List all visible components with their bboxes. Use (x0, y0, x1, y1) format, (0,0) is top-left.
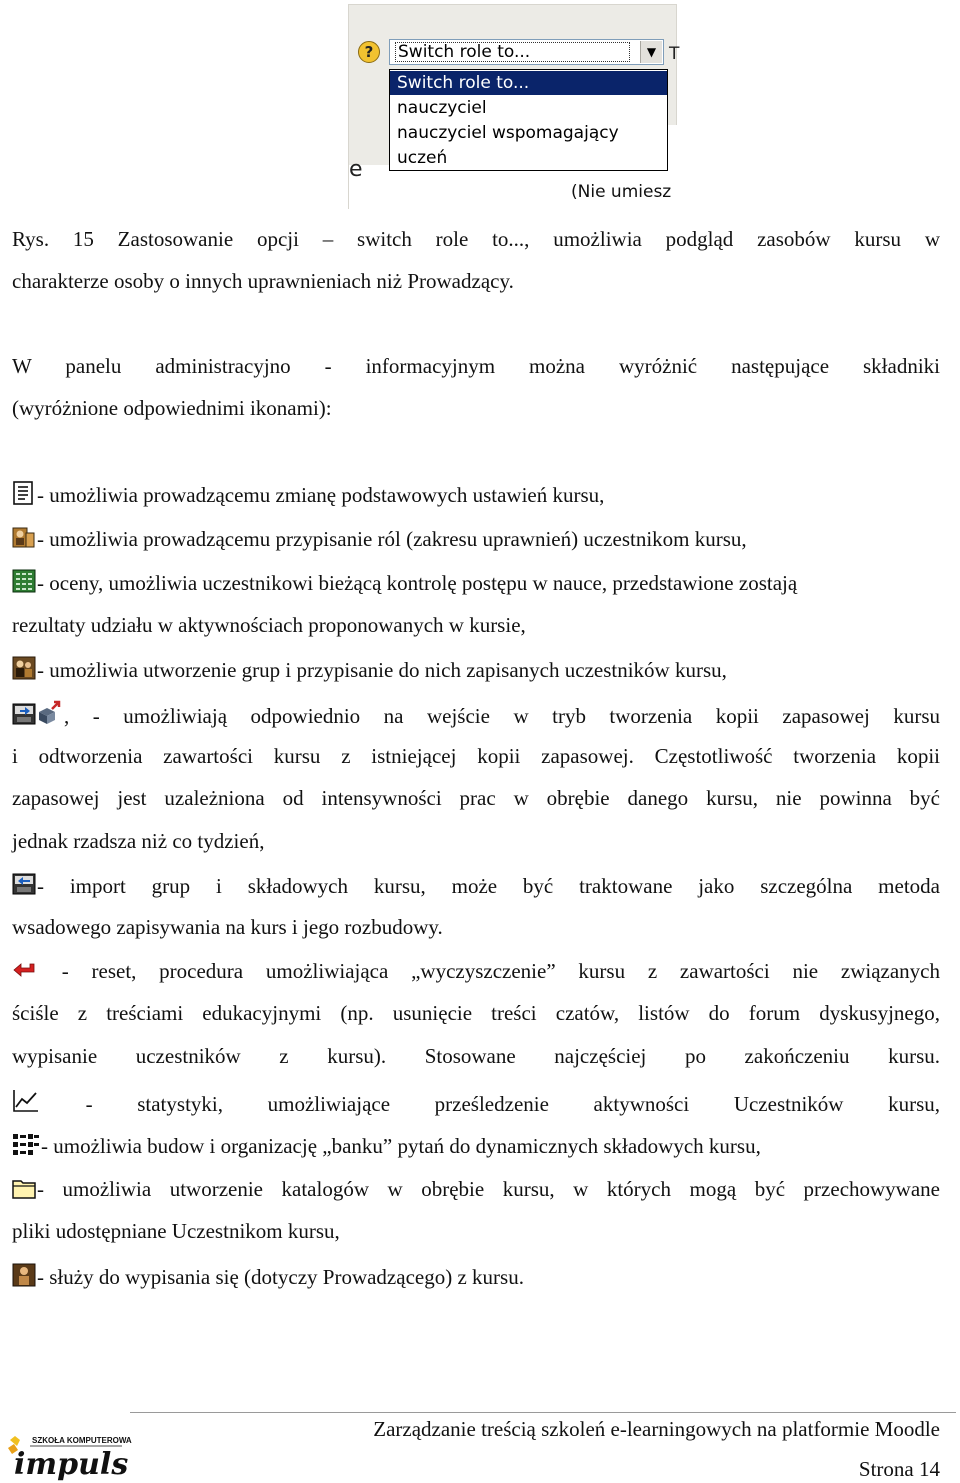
figure-caption-line-1: Rys. 15 Zastosowanie opcji – switch role to..., umożliwia podgląd zasobów kursu w (12, 227, 940, 251)
item-settings (12, 481, 940, 508)
item-grades-text: - oceny, umożliwia uczestnikowi bieżącą kontrolę postępu w nauce, przedstawione zostają (37, 571, 798, 595)
item-reset (12, 958, 940, 984)
logo-big-text: impuls (14, 1447, 129, 1482)
item-files-text: - umożliwia utworzenie katalogów w obrębie kursu, w których mogą być przechowywane (37, 1177, 940, 1201)
unenrol-person-icon (12, 1263, 36, 1287)
item-reset-cont-2: wypisanie uczestników z kursu). Stosowane najczęściej po zakończeniu kursu. (12, 1044, 940, 1068)
figure-caption-line-2: charakterze osoby o innych uprawnieniach niż Prowadzący. (12, 269, 514, 293)
role-dropdown-list (389, 69, 668, 171)
question-bank-icon (12, 1132, 40, 1156)
item-unenrol-text: - służy do wypisania się (dotyczy Prowadzącego) z kursu. (37, 1265, 524, 1289)
select-current-value: Switch role to... (398, 42, 531, 62)
impuls-logo (6, 1430, 132, 1482)
intro-line-1: W panelu administracyjno - informacyjnym można wyróżnić następujące składniki (12, 354, 940, 378)
item-import-cont: wsadowego zapisywania na kurs i jego rozbudowy. (12, 915, 443, 939)
item-roles-text: - umożliwia prowadzącemu przypisanie ról (zakresu uprawnień) uczestnikom kursu, (37, 527, 747, 551)
option-nauczyciel-wspomagajacy[interactable]: nauczyciel wspomagający (397, 123, 619, 143)
intro-line-2: (wyróżnione odpowiednimi ikonami): (12, 396, 332, 420)
grades-table-icon (12, 569, 36, 593)
item-backup (12, 700, 940, 729)
chevron-down-icon[interactable]: ▼ (640, 41, 662, 63)
item-reset-text: - reset, procedura umożliwiająca „wyczyszczenie” kursu z zawartości nie związanych (39, 959, 940, 983)
statistics-chart-icon (12, 1088, 40, 1114)
item-backup-cont-2: zapasowej jest uzależniona od intensywności prac w obrębie danego kursu, nie powinna być (12, 786, 940, 810)
item-import (12, 872, 940, 899)
settings-document-icon (12, 481, 36, 505)
item-files-cont: pliki udostępniane Uczestnikom kursu, (12, 1219, 340, 1243)
item-settings-text: - umożliwia prowadzącemu zmianę podstawowych ustawień kursu, (37, 483, 605, 507)
option-switch-role[interactable]: Switch role to... (390, 71, 667, 95)
item-reset-cont-1: ściśle z treściami edukacyjnymi (np. usunięcie treści czatów, listów do forum dyskusyjnego, (12, 1001, 940, 1025)
item-groups-text: - umożliwia utworzenie grup i przypisanie do nich zapisanych uczestników kursu, (37, 658, 727, 682)
switch-role-select[interactable] (389, 39, 664, 65)
assign-roles-icon (12, 525, 36, 549)
item-roles (12, 525, 940, 552)
item-grades (12, 569, 940, 596)
folder-icon (12, 1177, 36, 1199)
footer-divider (130, 1412, 956, 1413)
switch-role-screenshot (348, 4, 680, 209)
item-import-text: - import grup i składowych kursu, może być traktowane jako szczególna metoda (37, 874, 940, 898)
item-stats-text: - statystyki, umożliwiające prześledzenie aktywności Uczestników kursu, (41, 1092, 940, 1116)
cropped-text-bottom: (Nie umiesz (571, 182, 672, 202)
item-groups (12, 656, 940, 683)
reset-arrow-icon (12, 961, 38, 981)
import-icon (12, 872, 36, 896)
option-uczen[interactable]: uczeń (397, 148, 448, 168)
restore-icon (37, 700, 63, 726)
item-stats (12, 1088, 940, 1117)
item-backup-cont-1: i odtworzenia zawartości kursu z istniejącej kopii zapasowej. Częstotliwość tworzenia kopii (12, 744, 940, 768)
groups-icon (12, 656, 36, 680)
option-nauczyciel[interactable]: nauczyciel (397, 98, 487, 118)
footer-title: Zarządzanie treścią szkoleń e-learningowych na platformie Moodle (373, 1417, 940, 1441)
item-files (12, 1176, 940, 1202)
cropped-text-left: e (349, 157, 363, 182)
item-unenrol (12, 1263, 940, 1290)
item-questions-text: - umożliwia budow i organizację „banku” pytań do dynamicznych składowych kursu, (41, 1134, 761, 1158)
cropped-text-right: T (669, 44, 680, 64)
backup-icon (12, 702, 36, 726)
page-number: Strona 14 (858, 1457, 940, 1481)
item-backup-text: , - umożliwiają odpowiednio na wejście w tryb tworzenia kopii zapasowej kursu (64, 704, 940, 728)
item-questions (12, 1132, 940, 1159)
item-grades-cont: rezultaty udziału w aktywnościach proponowanych w kursie, (12, 613, 526, 637)
help-icon[interactable]: ? (358, 41, 380, 63)
item-backup-cont-3: jednak rzadsza niż co tydzień, (12, 829, 265, 853)
logo-small-text: SZKOŁA KOMPUTEROWA (32, 1436, 132, 1445)
